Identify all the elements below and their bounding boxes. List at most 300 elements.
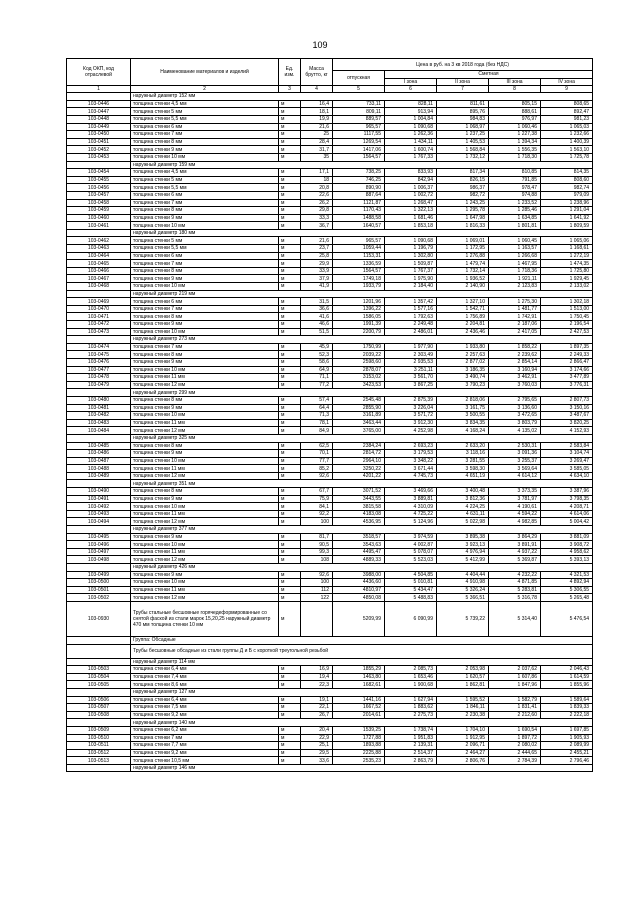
cell-zone4: 3 104,74 xyxy=(541,450,593,458)
cell-release-price: 3443,55 xyxy=(333,495,385,503)
table-row xyxy=(67,518,593,526)
cell-mass: 71,1 xyxy=(301,374,333,382)
cell-mass: 100 xyxy=(301,518,333,526)
table-row xyxy=(67,571,593,579)
table-row xyxy=(67,207,593,215)
cell-name: толщина стенки 6 мм xyxy=(131,191,279,199)
cell-zone1: 1 004,84 xyxy=(385,115,437,123)
cell-name: толщина стенки 8 мм xyxy=(131,267,279,275)
cell-release-price: 2855,90 xyxy=(333,404,385,412)
cell-zone2: 2 877,02 xyxy=(437,358,489,366)
cell-code: 103-0478 xyxy=(67,374,131,382)
cell-zone4: 814,35 xyxy=(541,169,593,177)
cell-code: 103-0497 xyxy=(67,548,131,556)
cell-release-price: 1170,43 xyxy=(333,207,385,215)
cell-unit: м xyxy=(279,275,301,283)
cell-unit: м xyxy=(279,749,301,757)
section-row xyxy=(67,161,593,169)
cell-release-price: 965,57 xyxy=(333,123,385,131)
cell-code: 103-0457 xyxy=(67,191,131,199)
cell-mass: 16,9 xyxy=(301,666,333,674)
cell-zone4: 808,65 xyxy=(541,100,593,108)
cell-zone4: 1 725,78 xyxy=(541,153,593,161)
page-number: 109 xyxy=(312,40,328,50)
empty-cell xyxy=(67,161,131,169)
cell-zone3: 1 921,11 xyxy=(489,275,541,283)
price-table xyxy=(66,58,593,772)
index-cell: 2 xyxy=(131,86,279,93)
cell-zone3: 1 275,30 xyxy=(489,298,541,306)
cell-code: 103-0463 xyxy=(67,245,131,253)
cell-zone1: 1 357,42 xyxy=(385,298,437,306)
section-title: наружный диаметр 159 мм xyxy=(131,161,593,169)
cell-mass: 29,5 xyxy=(301,749,333,757)
cell-zone3: 1 394,34 xyxy=(489,138,541,146)
cell-zone4: 3 908,72 xyxy=(541,541,593,549)
cell-zone2: 2 464,27 xyxy=(437,749,489,757)
cell-unit: м xyxy=(279,518,301,526)
cell-unit: м xyxy=(279,666,301,674)
cell-zone1: 2 875,39 xyxy=(385,396,437,404)
cell-mass: 71,3 xyxy=(301,412,333,420)
cell-code: 103-0494 xyxy=(67,518,131,526)
cell-release-price: 1564,57 xyxy=(333,267,385,275)
cell-unit: м xyxy=(279,412,301,420)
cell-name: толщина стенки 12 мм xyxy=(131,518,279,526)
cell-zone4: 4 152,93 xyxy=(541,427,593,435)
cell-release-price: 1893,88 xyxy=(333,742,385,750)
cell-zone3: 2 123,83 xyxy=(489,283,541,291)
table-row xyxy=(67,305,593,313)
cell-zone3: 3 136,60 xyxy=(489,404,541,412)
cell-release-price: 2014,61 xyxy=(333,711,385,719)
cell-zone2: 4 168,24 xyxy=(437,427,489,435)
cell-zone2: 3 500,55 xyxy=(437,412,489,420)
cell-zone2: 4 976,94 xyxy=(437,548,489,556)
cell-zone4: 1 513,00 xyxy=(541,305,593,313)
table-row xyxy=(67,138,593,146)
cell-release-price: 1564,57 xyxy=(333,153,385,161)
cell-zone1: 1 975,90 xyxy=(385,275,437,283)
cell-mass: 26,7 xyxy=(301,711,333,719)
cell-name: толщина стенки 7 мм xyxy=(131,305,279,313)
cell-zone3: 810,85 xyxy=(489,169,541,177)
cell-name: толщина стенки 7,5 мм xyxy=(131,704,279,712)
cell-release-price: 965,57 xyxy=(333,237,385,245)
cell-zone1: 4 002,87 xyxy=(385,541,437,549)
cell-zone4: 1 839,33 xyxy=(541,704,593,712)
cell-zone4: 1 168,61 xyxy=(541,245,593,253)
cell-zone3: 3 462,91 xyxy=(489,374,541,382)
cell-mass: 70,1 xyxy=(301,450,333,458)
table-row xyxy=(67,601,593,636)
section-title: наружный диаметр 114 мм xyxy=(131,658,593,666)
cell-zone3: 4 190,61 xyxy=(489,503,541,511)
cell-name: толщина стенки 9 мм xyxy=(131,275,279,283)
cell-name: толщина стенки 10 мм xyxy=(131,541,279,549)
cell-release-price: 2384,24 xyxy=(333,442,385,450)
cell-name: толщина стенки 10 мм xyxy=(131,283,279,291)
cell-mass: 108 xyxy=(301,556,333,564)
empty-cell xyxy=(67,688,131,696)
cell-zone1: 1 322,13 xyxy=(385,207,437,215)
cell-unit: м xyxy=(279,510,301,518)
cell-zone4: 1 291,04 xyxy=(541,207,593,215)
cell-name: толщина стенки 4,5 мм xyxy=(131,169,279,177)
cell-zone2: 2 230,38 xyxy=(437,711,489,719)
cell-zone4: 2 046,43 xyxy=(541,666,593,674)
cell-mass: 81,7 xyxy=(301,533,333,541)
cell-zone4: 2 807,73 xyxy=(541,396,593,404)
cell-release-price: 1269,54 xyxy=(333,138,385,146)
section-row xyxy=(67,658,593,666)
cell-zone1: 5 010,81 xyxy=(385,579,437,587)
cell-unit: м xyxy=(279,472,301,480)
cell-name: толщина стенки 8 мм xyxy=(131,396,279,404)
cell-unit: м xyxy=(279,488,301,496)
cell-release-price: 1727,88 xyxy=(333,734,385,742)
cell-zone2: 5 739,22 xyxy=(437,601,489,636)
cell-unit: м xyxy=(279,123,301,131)
section-title: наружный диаметр 351 мм xyxy=(131,480,593,488)
cell-mass: 35 xyxy=(301,153,333,161)
cell-unit: м xyxy=(279,298,301,306)
cell-zone3: 2 417,05 xyxy=(489,328,541,336)
cell-zone2: 4 631,11 xyxy=(437,510,489,518)
table-row xyxy=(67,313,593,321)
header-zone3: III зона xyxy=(489,78,541,86)
cell-name: толщина стенки 7,4 мм xyxy=(131,673,279,681)
section-row xyxy=(67,290,593,298)
cell-code: 103-0455 xyxy=(67,176,131,184)
table-row xyxy=(67,427,593,435)
cell-mass: 21,6 xyxy=(301,123,333,131)
cell-name: толщина стенки 9 мм xyxy=(131,404,279,412)
cell-zone3: 2 854,14 xyxy=(489,358,541,366)
table-row xyxy=(67,503,593,511)
cell-code: 103-0485 xyxy=(67,442,131,450)
cell-zone4: 1 725,80 xyxy=(541,267,593,275)
header-price-group: Цена в руб. на 3 кв 2018 года (без НДС) xyxy=(333,59,593,71)
cell-release-price: 746,25 xyxy=(333,176,385,184)
cell-release-price: 2200,79 xyxy=(333,328,385,336)
cell-release-price: 1749,18 xyxy=(333,275,385,283)
cell-zone3: 3 569,64 xyxy=(489,465,541,473)
cell-zone4: 981,23 xyxy=(541,115,593,123)
cell-zone4: 1 232,66 xyxy=(541,131,593,139)
cell-zone4: 4 208,71 xyxy=(541,503,593,511)
cell-zone1: 833,93 xyxy=(385,169,437,177)
cell-name: толщина стенки 6,4 мм xyxy=(131,666,279,674)
table-row xyxy=(67,298,593,306)
empty-cell xyxy=(67,290,131,298)
cell-zone1: 913,94 xyxy=(385,108,437,116)
cell-release-price: 1682,61 xyxy=(333,681,385,689)
cell-mass: 28,4 xyxy=(301,138,333,146)
cell-zone4: 2 089,99 xyxy=(541,742,593,750)
section-title: наружный диаметр 426 мм xyxy=(131,564,593,572)
cell-unit: м xyxy=(279,503,301,511)
cell-zone1: 2 303,49 xyxy=(385,351,437,359)
cell-zone2: 4 224,25 xyxy=(437,503,489,511)
cell-zone2: 3 161,75 xyxy=(437,404,489,412)
cell-zone4: 2 196,54 xyxy=(541,321,593,329)
table-row xyxy=(67,328,593,336)
cell-mass xyxy=(301,601,333,636)
cell-zone2: 817,34 xyxy=(437,169,489,177)
cell-code: 103-0477 xyxy=(67,366,131,374)
cell-zone4: 1 750,45 xyxy=(541,313,593,321)
table-row xyxy=(67,457,593,465)
cell-release-price: 4183,08 xyxy=(333,510,385,518)
cell-unit: м xyxy=(279,594,301,602)
cell-zone1: 2 863,79 xyxy=(385,757,437,765)
cell-release-price: 4495,47 xyxy=(333,548,385,556)
cell-zone3: 1 556,35 xyxy=(489,146,541,154)
table-header xyxy=(67,59,593,93)
cell-unit: м xyxy=(279,237,301,245)
cell-zone1: 842,94 xyxy=(385,176,437,184)
cell-zone2: 1 237,25 xyxy=(437,131,489,139)
table-row xyxy=(67,252,593,260)
table-row xyxy=(67,726,593,734)
cell-mass: 25,8 xyxy=(301,252,333,260)
empty-cell xyxy=(67,229,131,237)
cell-code: 103-0469 xyxy=(67,298,131,306)
cell-unit: м xyxy=(279,267,301,275)
table-row xyxy=(67,374,593,382)
section-title: наружный диаметр 273 мм xyxy=(131,336,593,344)
cell-release-price: 1417,06 xyxy=(333,146,385,154)
empty-cell xyxy=(67,93,131,101)
cell-zone1: 3 348,22 xyxy=(385,457,437,465)
cell-mass: 67,7 xyxy=(301,488,333,496)
cell-unit: м xyxy=(279,457,301,465)
cell-release-price: 2964,10 xyxy=(333,457,385,465)
cell-mass: 33,9 xyxy=(301,267,333,275)
cell-code: 103-0462 xyxy=(67,237,131,245)
section-row xyxy=(67,688,593,696)
cell-zone1: 1 090,68 xyxy=(385,237,437,245)
cell-zone2: 2 096,71 xyxy=(437,742,489,750)
empty-cell xyxy=(67,434,131,442)
cell-mass: 84,9 xyxy=(301,427,333,435)
cell-release-price: 2598,60 xyxy=(333,358,385,366)
cell-zone1: 2 085,73 xyxy=(385,666,437,674)
header-zone1: I зона xyxy=(385,78,437,86)
cell-zone4: 3 776,31 xyxy=(541,381,593,389)
empty-cell xyxy=(67,564,131,572)
cell-release-price: 3815,58 xyxy=(333,503,385,511)
cell-mass: 18,1 xyxy=(301,108,333,116)
cell-zone4: 1 905,93 xyxy=(541,734,593,742)
header-unit: Ед. изм. xyxy=(279,59,301,86)
cell-name: Трубы стальные бесшовные горячедеформированные со снятой фаской из стали марок 15,20,25 наружный диаметр 470 мм толщина стенки 10 мм xyxy=(131,601,279,636)
cell-mass: 29,9 xyxy=(301,260,333,268)
cell-name: толщина стенки 11 мм xyxy=(131,548,279,556)
cell-code: 103-0508 xyxy=(67,711,131,719)
section-row xyxy=(67,93,593,101)
cell-zone3: 1 690,54 xyxy=(489,726,541,734)
cell-zone4: 1 474,35 xyxy=(541,260,593,268)
table-row xyxy=(67,283,593,291)
cell-release-price: 1933,79 xyxy=(333,283,385,291)
cell-unit: м xyxy=(279,726,301,734)
cell-name: толщина стенки 9 мм xyxy=(131,450,279,458)
cell-zone4: 1 589,64 xyxy=(541,696,593,704)
table-row xyxy=(67,358,593,366)
index-row xyxy=(67,86,593,93)
cell-zone1: 1 268,47 xyxy=(385,199,437,207)
cell-release-price: 2878,07 xyxy=(333,366,385,374)
cell-zone2: 1 912,95 xyxy=(437,734,489,742)
cell-zone3: 1 060,45 xyxy=(489,237,541,245)
cell-name: толщина стенки 10 мм xyxy=(131,412,279,420)
cell-zone1: 1 577,16 xyxy=(385,305,437,313)
cell-zone2: 4 651,19 xyxy=(437,472,489,480)
cell-zone2: 2 204,81 xyxy=(437,321,489,329)
cell-code: 103-0509 xyxy=(67,726,131,734)
table-row xyxy=(67,260,593,268)
cell-code: 103-0504 xyxy=(67,673,131,681)
cell-unit: м xyxy=(279,601,301,636)
header-zone2: II зона xyxy=(437,78,489,86)
cell-mass: 99,3 xyxy=(301,548,333,556)
table-row xyxy=(67,267,593,275)
cell-code: 103-0507 xyxy=(67,704,131,712)
cell-release-price: 889,57 xyxy=(333,115,385,123)
cell-zone2: 3 490,74 xyxy=(437,374,489,382)
cell-name: толщина стенки 7,7 мм xyxy=(131,742,279,750)
cell-mass: 41,9 xyxy=(301,283,333,291)
cell-code: 103-0470 xyxy=(67,305,131,313)
table-row xyxy=(67,404,593,412)
cell-zone4: 1 641,92 xyxy=(541,214,593,222)
cell-zone1: 3 974,59 xyxy=(385,533,437,541)
cell-unit: м xyxy=(279,305,301,313)
cell-mass: 58,6 xyxy=(301,358,333,366)
section-row xyxy=(67,229,593,237)
cell-unit: м xyxy=(279,696,301,704)
cell-code: 103-0465 xyxy=(67,260,131,268)
cell-name: толщина стенки 10 мм xyxy=(131,503,279,511)
cell-name: толщина стенки 7 мм xyxy=(131,199,279,207)
cell-release-price: 3161,89 xyxy=(333,412,385,420)
cell-zone4: 3 798,35 xyxy=(541,495,593,503)
cell-name: толщина стенки 6 мм xyxy=(131,123,279,131)
cell-zone4: 2 133,02 xyxy=(541,283,593,291)
cell-name: толщина стенки 10 мм xyxy=(131,457,279,465)
cell-zone1: 1 792,63 xyxy=(385,313,437,321)
cell-zone3: 4 135,02 xyxy=(489,427,541,435)
cell-release-price: 1121,87 xyxy=(333,199,385,207)
cell-unit: м xyxy=(279,681,301,689)
cell-zone2: 1 732,14 xyxy=(437,267,489,275)
header-zone4: IV зона xyxy=(541,78,593,86)
cell-code: 103-0506 xyxy=(67,696,131,704)
section-title: наружный диаметр 180 мм xyxy=(131,229,593,237)
cell-code: 103-0498 xyxy=(67,556,131,564)
cell-code: 103-0492 xyxy=(67,503,131,511)
table-row xyxy=(67,131,593,139)
cell-zone3: 974,88 xyxy=(489,191,541,199)
cell-zone4: 982,74 xyxy=(541,184,593,192)
cell-zone1: 5 124,96 xyxy=(385,518,437,526)
cell-name: толщина стенки 12 мм xyxy=(131,472,279,480)
cell-zone4: 2 796,46 xyxy=(541,757,593,765)
cell-code: 103-0493 xyxy=(67,510,131,518)
cell-zone1: 5 434,47 xyxy=(385,586,437,594)
cell-zone3: 5 283,81 xyxy=(489,586,541,594)
cell-zone3: 4 232,22 xyxy=(489,571,541,579)
index-cell: 3 xyxy=(279,86,301,93)
table-row xyxy=(67,734,593,742)
cell-zone3: 2 795,65 xyxy=(489,396,541,404)
cell-zone3: 4 614,12 xyxy=(489,472,541,480)
cell-zone2: 5 326,24 xyxy=(437,586,489,594)
cell-zone3: 3 255,37 xyxy=(489,457,541,465)
cell-zone2: 5 412,99 xyxy=(437,556,489,564)
cell-zone2: 2 140,90 xyxy=(437,283,489,291)
cell-zone1: 1 977,90 xyxy=(385,343,437,351)
table-row xyxy=(67,488,593,496)
cell-zone3: 3 891,91 xyxy=(489,541,541,549)
section-row xyxy=(67,434,593,442)
cell-name: толщина стенки 10 мм xyxy=(131,366,279,374)
cell-zone2: 1 620,57 xyxy=(437,673,489,681)
cell-zone2: 1 862,81 xyxy=(437,681,489,689)
section-title: наружный диаметр 377 мм xyxy=(131,526,593,534)
cell-name: толщина стенки 5 мм xyxy=(131,176,279,184)
table-row xyxy=(67,214,593,222)
cell-mass: 19,9 xyxy=(301,115,333,123)
cell-code: 103-0454 xyxy=(67,169,131,177)
cell-code: 103-0486 xyxy=(67,450,131,458)
cell-zone3: 3 781,97 xyxy=(489,495,541,503)
cell-release-price: 2814,72 xyxy=(333,450,385,458)
cell-zone2: 3 400,48 xyxy=(437,488,489,496)
cell-unit: м xyxy=(279,419,301,427)
cell-zone3: 1 582,79 xyxy=(489,696,541,704)
cell-zone3: 3 472,65 xyxy=(489,412,541,420)
cell-code: 103-0474 xyxy=(67,343,131,351)
cell-zone1: 3 469,66 xyxy=(385,488,437,496)
cell-name: толщина стенки 8,6 мм xyxy=(131,681,279,689)
cell-zone4: 5 393,13 xyxy=(541,556,593,564)
cell-zone2: 1 756,89 xyxy=(437,313,489,321)
cell-zone1: 1 509,87 xyxy=(385,260,437,268)
cell-name: толщина стенки 12 мм xyxy=(131,594,279,602)
cell-zone2: 1 704,10 xyxy=(437,726,489,734)
cell-name: толщина стенки 8 мм xyxy=(131,488,279,496)
cell-unit: м xyxy=(279,358,301,366)
section-row xyxy=(67,526,593,534)
cell-unit: м xyxy=(279,673,301,681)
cell-name: толщина стенки 10 мм xyxy=(131,579,279,587)
cell-mass: 92,6 xyxy=(301,571,333,579)
cell-release-price: 1667,52 xyxy=(333,704,385,712)
empty-cell xyxy=(67,658,131,666)
table-row xyxy=(67,396,593,404)
cell-zone3: 2 239,62 xyxy=(489,351,541,359)
cell-mass: 20,8 xyxy=(301,184,333,192)
table-row xyxy=(67,381,593,389)
cell-code: 103-0513 xyxy=(67,757,131,765)
cell-zone4: 3 477,89 xyxy=(541,374,593,382)
cell-mass: 31,5 xyxy=(301,298,333,306)
cell-mass: 75,9 xyxy=(301,495,333,503)
cell-zone4: 1 238,96 xyxy=(541,199,593,207)
